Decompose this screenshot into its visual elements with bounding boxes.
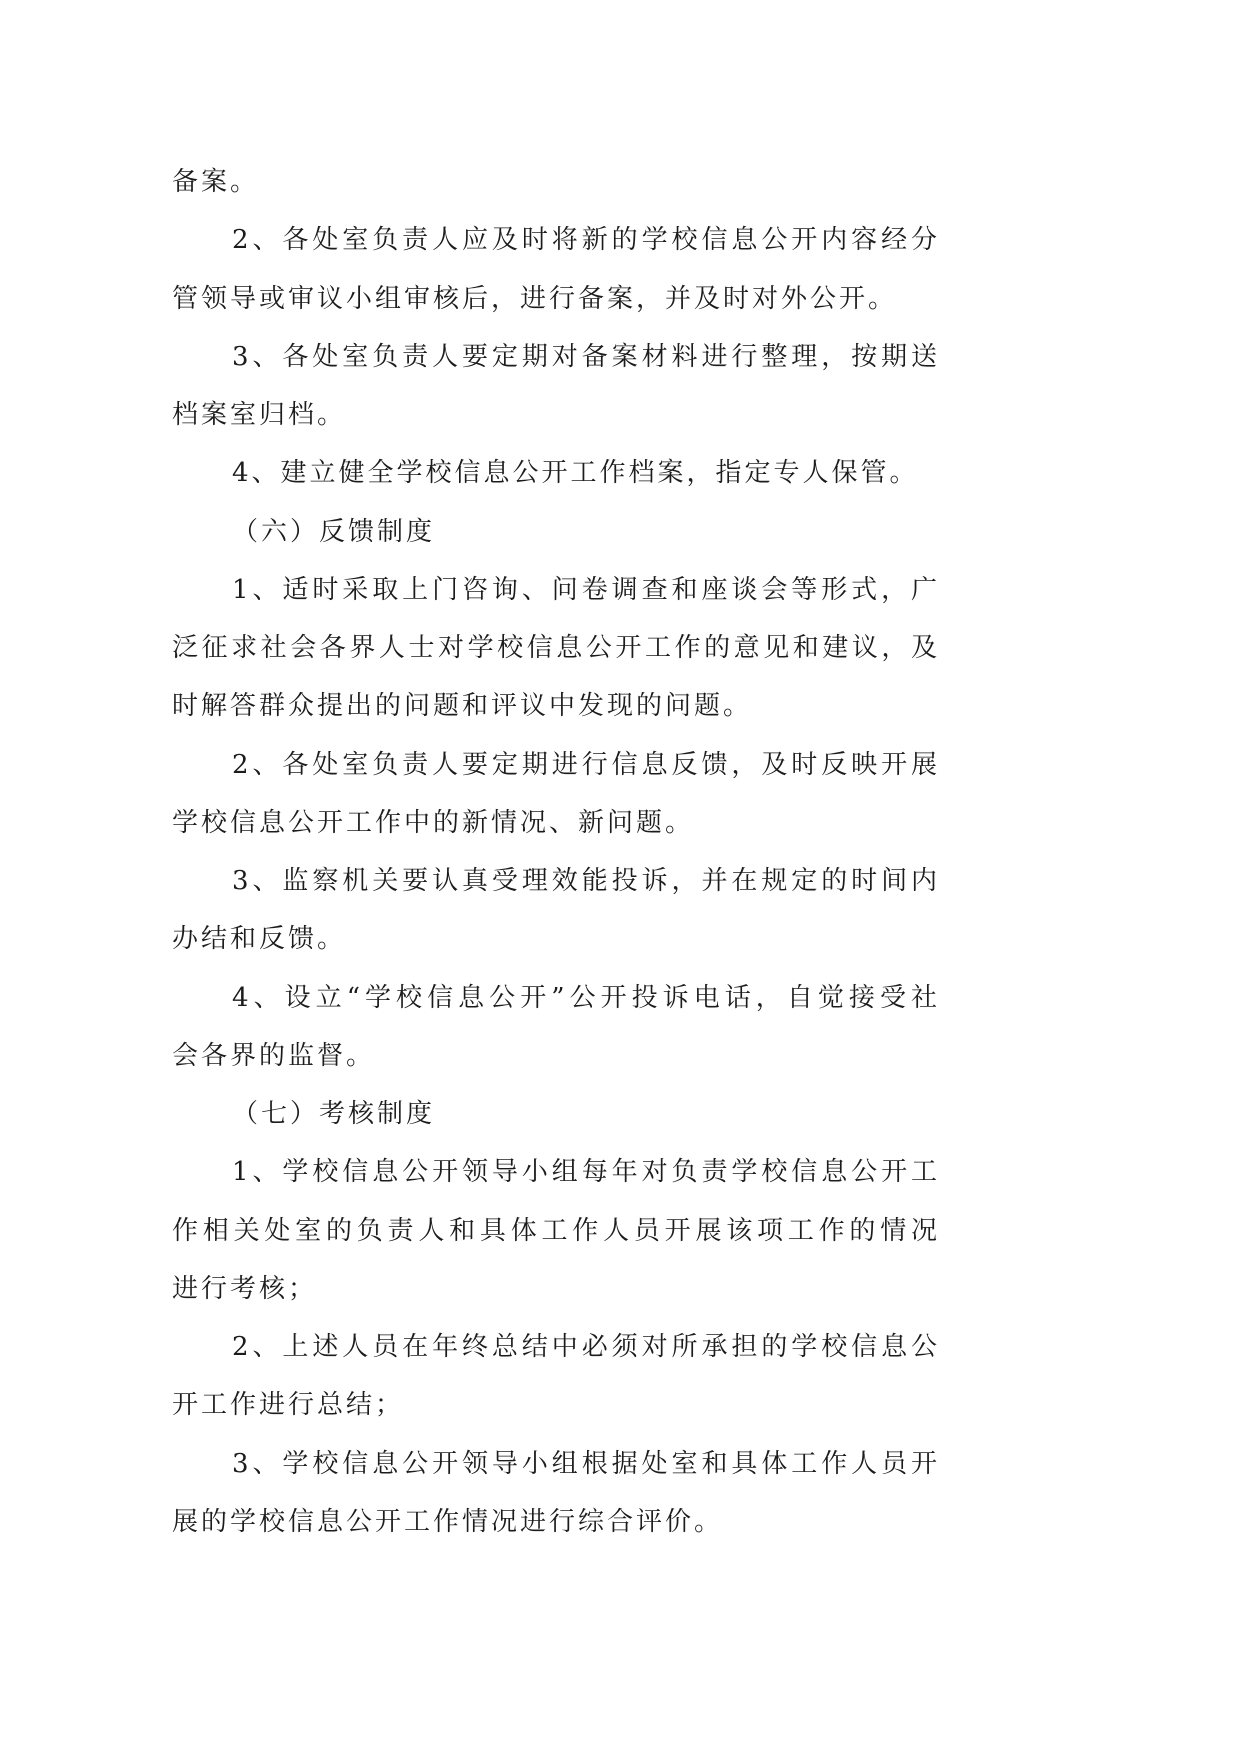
section-heading (172, 1085, 940, 1143)
paragraph (172, 969, 940, 1086)
text-line: 2、各处室负责人应及时将新的学校信息公开内容经分 (232, 225, 940, 256)
paragraph (172, 852, 940, 969)
text-line: 4、建立健全学校信息公开工作档案，指定专人保管。 (232, 458, 919, 489)
text-line: 开工作进行总结； (172, 1390, 405, 1421)
text-line: 时解答群众提出的问题和评议中发现的问题。 (172, 691, 753, 722)
text-line: 备案。 (172, 167, 260, 197)
paragraph (172, 153, 940, 211)
paragraph (172, 736, 940, 853)
text-line: 3、监察机关要认真受理效能投诉，并在规定的时间内 (232, 866, 940, 896)
text-line: 办结和反馈。 (172, 924, 347, 955)
document-body (172, 153, 940, 1551)
text-line: （七）考核制度 (232, 1099, 436, 1129)
paragraph (172, 561, 940, 736)
text-line: 档案室归档。 (172, 400, 347, 430)
text-line: 会各界的监督。 (172, 1040, 376, 1071)
text-line: 3、各处室负责人要定期对备案材料进行整理，按期送 (232, 341, 940, 372)
text-line: 1、适时采取上门咨询、问卷调查和座谈会等形式，广 (232, 574, 940, 605)
text-line: 2、上述人员在年终总结中必须对所承担的学校信息公 (232, 1332, 940, 1362)
paragraph (172, 328, 940, 445)
paragraph (172, 444, 940, 502)
text-line: 3、学校信息公开领导小组根据处室和具体工作人员开 (232, 1448, 940, 1479)
text-line: 作相关处室的负责人和具体工作人员开展该项工作的情况 (172, 1215, 940, 1246)
text-line: （六）反馈制度 (232, 516, 436, 547)
text-line: 学校信息公开工作中的新情况、新问题。 (172, 807, 695, 838)
text-line: 1、学校信息公开领导小组每年对负责学校信息公开工 (232, 1157, 940, 1188)
paragraph (172, 1435, 940, 1552)
paragraph (172, 1143, 940, 1318)
text-line: 2、各处室负责人要定期进行信息反馈，及时反映开展 (232, 749, 940, 780)
text-line: 展的学校信息公开工作情况进行综合评价。 (172, 1506, 724, 1537)
text-line: 泛征求社会各界人士对学校信息公开工作的意见和建议，及 (172, 633, 940, 663)
text-line: 管领导或审议小组审核后，进行备案，并及时对外公开。 (172, 283, 898, 314)
section-heading (172, 503, 940, 561)
text-line: 4、设立“学校信息公开”公开投诉电话，自觉接受社 (232, 982, 940, 1013)
paragraph (172, 1318, 940, 1435)
text-line: 进行考核； (172, 1273, 318, 1304)
paragraph (172, 211, 940, 328)
